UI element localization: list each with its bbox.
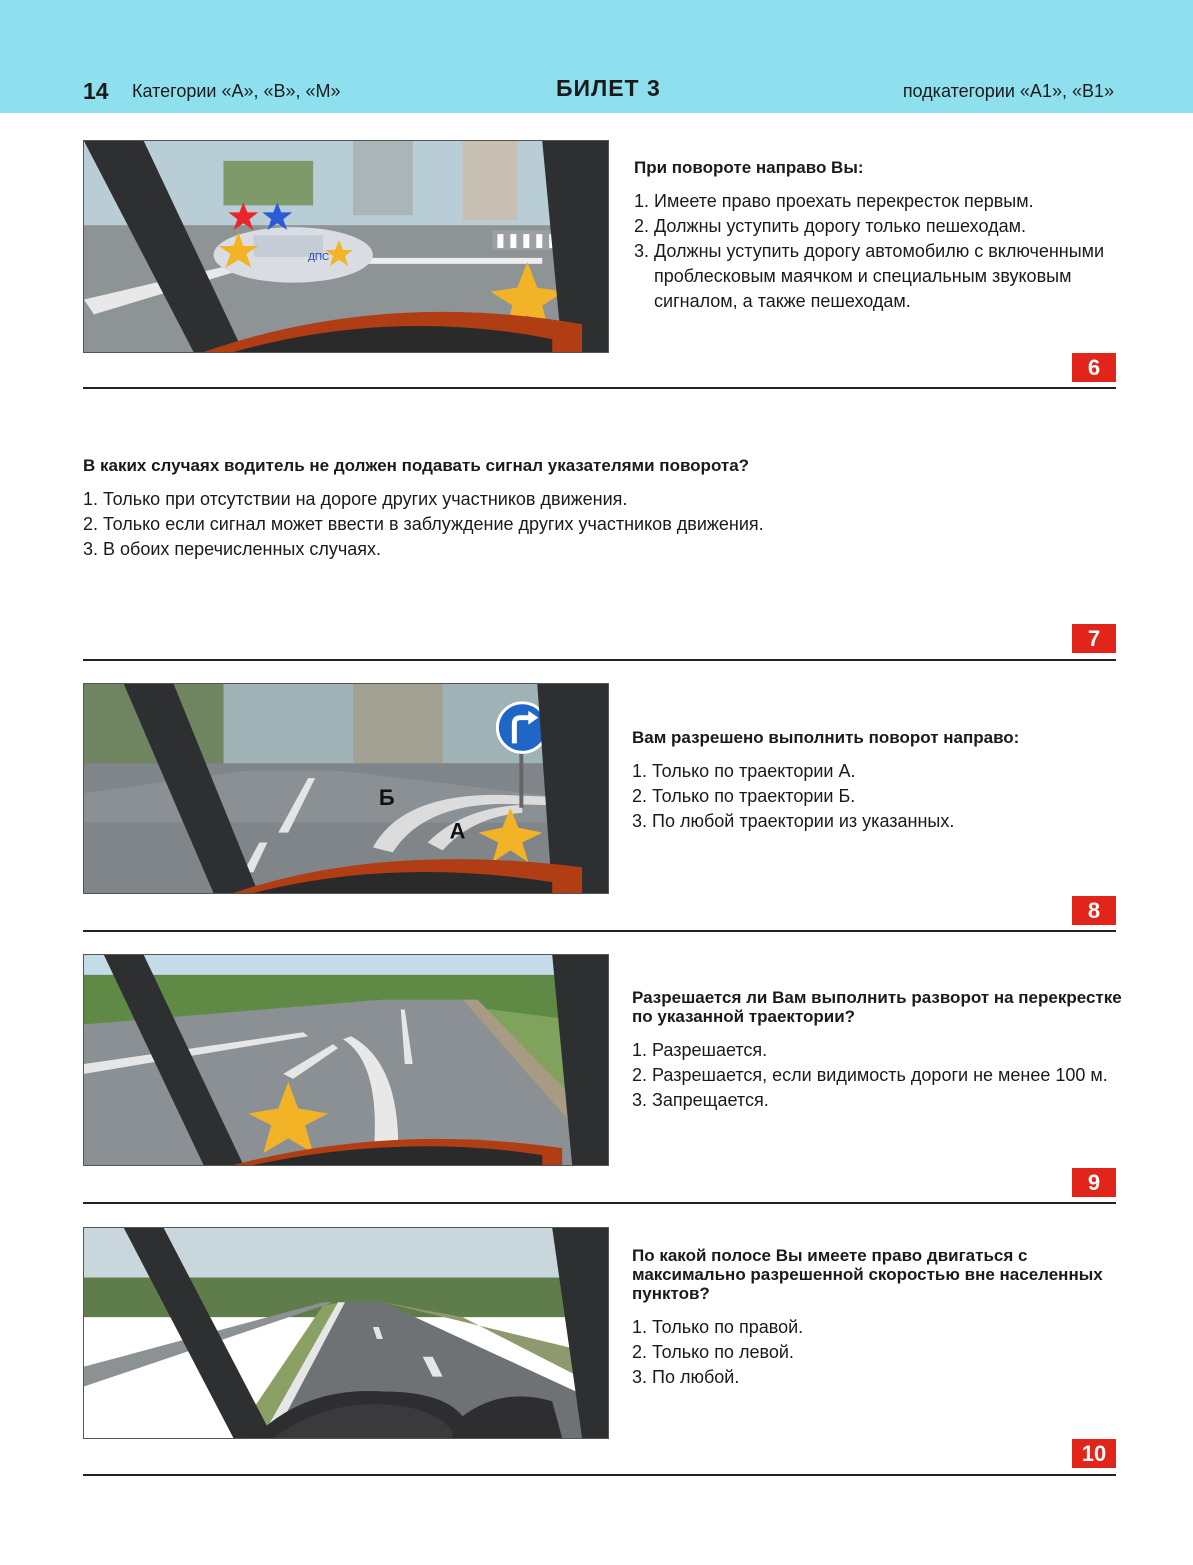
question-8-answers — [632, 759, 1122, 834]
answer-text: Имеете право проехать перекресток первым. — [654, 191, 1034, 211]
trajectory-b-label: Б — [378, 784, 395, 810]
answer-option[interactable]: 2. Разрешается, если видимость дороги не менее 100 м. — [632, 1063, 1122, 1088]
question-6-answers — [634, 189, 1124, 314]
question-7-text — [83, 456, 1113, 562]
answer-text: Только по траектории А. — [652, 761, 856, 781]
answer-option[interactable]: 3. В обоих перечисленных случаях. — [83, 537, 1113, 562]
dps-label: ДПС — [308, 251, 330, 263]
answer-text: Только если сигнал может ввести в заблуждение других участников движения. — [103, 514, 764, 534]
divider — [83, 930, 1116, 932]
answer-text: Запрещается. — [652, 1090, 769, 1110]
answer-option[interactable]: 3. Запрещается. — [632, 1088, 1122, 1113]
divider — [83, 659, 1116, 661]
question-10-number-badge: 10 — [1072, 1439, 1116, 1468]
answer-option[interactable]: 2. Только по левой. — [632, 1340, 1122, 1365]
question-9-text — [632, 988, 1122, 1113]
question-6-title: При повороте направо Вы: — [634, 158, 864, 177]
answer-option[interactable]: 3. По любой. — [632, 1365, 1122, 1390]
answer-option[interactable]: 1. Только при отсутствии на дороге других участников движения. — [83, 487, 1113, 512]
answer-option[interactable]: 1. Имеете право проехать перекресток первым. — [634, 189, 1124, 214]
answer-text: По любой траектории из указанных. — [652, 811, 955, 831]
answer-text: Должны уступить дорогу только пешеходам. — [654, 216, 1026, 236]
answer-option[interactable]: 1. Только по траектории А. — [632, 759, 1122, 784]
question-8-number-badge: 8 — [1072, 896, 1116, 925]
question-10-image — [83, 1227, 609, 1439]
answer-text: Должны уступить дорогу автомобилю с включенными проблесковым маячком и специальным звуковым сигналом, а также пешеходам. — [654, 241, 1105, 311]
answer-option[interactable]: 2. Должны уступить дорогу только пешеходам. — [634, 214, 1124, 239]
question-7-answers — [83, 487, 1113, 562]
question-9-image — [83, 954, 609, 1166]
divider — [83, 1474, 1116, 1476]
divider — [83, 1202, 1116, 1204]
question-7-number-badge: 7 — [1072, 624, 1116, 653]
question-7-title: В каких случаях водитель не должен подавать сигнал указателями поворота? — [83, 456, 750, 475]
answer-text: Только при отсутствии на дороге других участников движения. — [103, 489, 628, 509]
answer-option[interactable]: 2. Только если сигнал может ввести в заблуждение других участников движения. — [83, 512, 1113, 537]
ticket-title: БИЛЕТ 3 — [556, 75, 661, 101]
answer-option[interactable]: 3. Должны уступить дорогу автомобилю с включенными проблесковым маячком и специальным звуковым сигналом, а также пешеходам. — [634, 239, 1124, 314]
answer-option[interactable]: 1. Разрешается. — [632, 1038, 1122, 1063]
question-6-image — [83, 140, 609, 353]
answer-text: Разрешается. — [652, 1040, 768, 1060]
question-9-answers — [632, 1038, 1122, 1113]
divider — [83, 387, 1116, 389]
answer-text: Разрешается, если видимость дороги не менее 100 м. — [652, 1065, 1108, 1085]
question-8-text — [632, 728, 1122, 834]
question-9-number-badge: 9 — [1072, 1168, 1116, 1197]
question-10-title: По какой полосе Вы имеете право двигаться с максимально разрешенной скоростью вне населенных пунктов? — [632, 1246, 1103, 1303]
answer-text: Только по правой. — [652, 1317, 804, 1337]
answer-text: Только по траектории Б. — [652, 786, 856, 806]
question-8-title: Вам разрешено выполнить поворот направо: — [632, 728, 1020, 747]
answer-option[interactable]: 3. По любой траектории из указанных. — [632, 809, 1122, 834]
trajectory-a-label: А — [449, 818, 466, 844]
answer-text: По любой. — [652, 1367, 740, 1387]
question-10-text — [632, 1246, 1122, 1390]
categories-left: Категории «А», «В», «М» — [132, 81, 341, 101]
question-6-number-badge: 6 — [1072, 353, 1116, 382]
answer-text: В обоих перечисленных случаях. — [103, 539, 381, 559]
answer-text: Только по левой. — [652, 1342, 794, 1362]
question-8-image — [83, 683, 609, 894]
answer-option[interactable]: 2. Только по траектории Б. — [632, 784, 1122, 809]
question-6-text — [634, 158, 1124, 314]
question-9-title: Разрешается ли Вам выполнить разворот на перекрестке по указанной траектории? — [632, 988, 1122, 1026]
answer-option[interactable]: 1. Только по правой. — [632, 1315, 1122, 1340]
question-10-answers — [632, 1315, 1122, 1390]
categories-right: подкатегории «А1», «В1» — [902, 81, 1114, 101]
page-number: 14 — [83, 78, 109, 104]
